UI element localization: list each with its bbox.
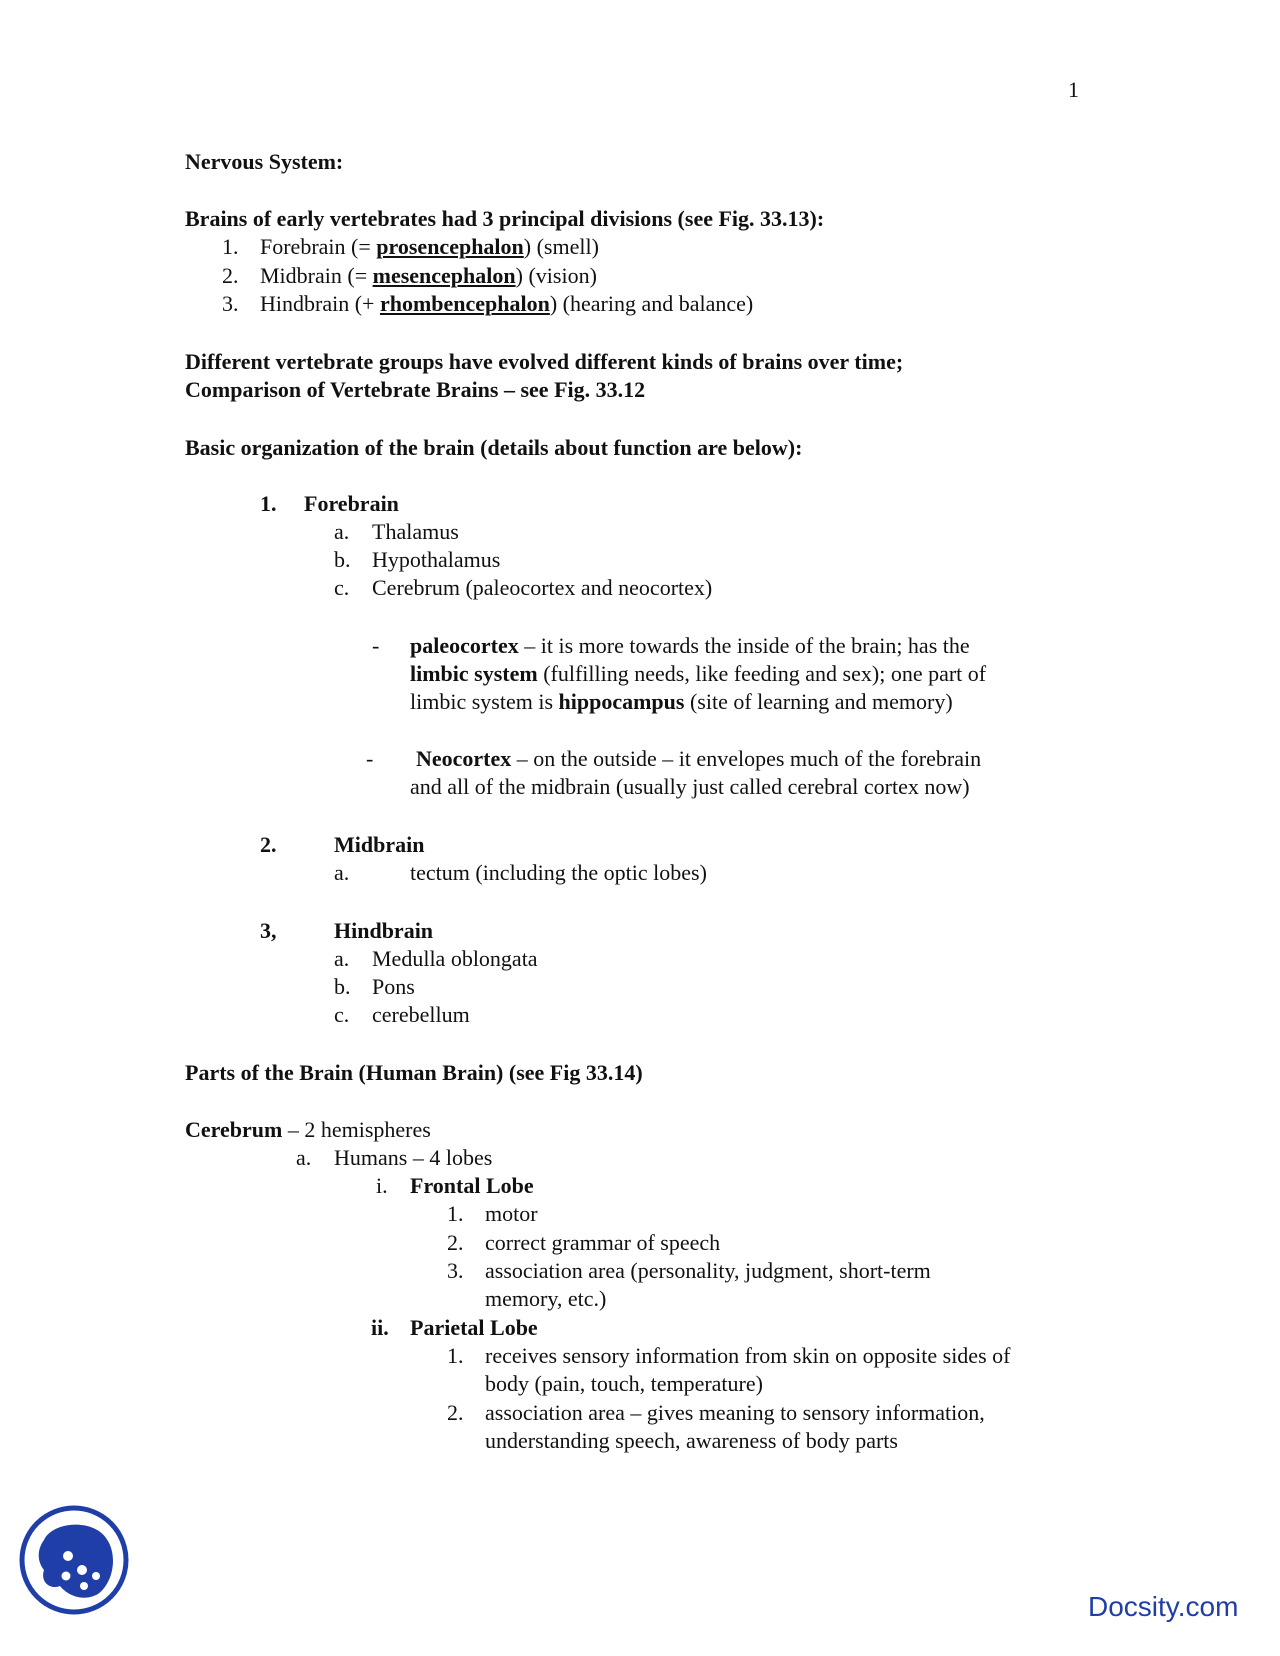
bullet-dash: -: [372, 633, 380, 658]
list-item-continued: body (pain, touch, temperature): [485, 1371, 763, 1396]
list-item: association area (personality, judgment, short-term: [485, 1258, 931, 1283]
section-number: 1.: [260, 491, 277, 516]
list-item: [260, 262, 597, 290]
list-item: Thalamus: [372, 519, 459, 544]
paleocortex-line-2: [410, 660, 986, 688]
text: limbic system is: [410, 689, 559, 714]
list-letter: c.: [334, 575, 350, 600]
item-text: ) (vision): [515, 263, 597, 288]
list-number: 2.: [447, 1230, 464, 1255]
list-letter: c.: [334, 1002, 350, 1027]
section-title: Hindbrain: [334, 918, 434, 943]
page-title: Nervous System:: [185, 149, 344, 174]
text: – 2 hemispheres: [282, 1117, 431, 1142]
lobe-title: Parietal Lobe: [410, 1315, 538, 1340]
section-title: Forebrain: [304, 491, 399, 516]
organization-heading: Basic organization of the brain (details about function are below):: [185, 435, 803, 460]
list-item: correct grammar of speech: [485, 1230, 721, 1255]
text: (site of learning and memory): [684, 689, 953, 714]
list-number: 1.: [447, 1201, 464, 1226]
list-number: 3.: [222, 291, 239, 316]
cerebrum-line: [185, 1116, 431, 1144]
list-number: 3.: [447, 1258, 464, 1283]
text: – on the outside – it envelopes much of the forebrain: [511, 746, 982, 771]
list-item: cerebellum: [372, 1002, 470, 1027]
item-term: mesencephalon: [372, 263, 516, 288]
item-text: Midbrain (=: [260, 263, 368, 288]
section-title: Midbrain: [334, 832, 425, 857]
list-number: 1.: [222, 234, 239, 259]
early-brains-heading: Brains of early vertebrates had 3 principal divisions (see Fig. 33.13):: [185, 206, 825, 231]
list-item: [222, 290, 239, 318]
term: Neocortex: [416, 746, 512, 771]
list-letter: b.: [334, 974, 351, 999]
list-number: 1.: [447, 1343, 464, 1368]
text: (fulfilling needs, like feeding and sex); one part of: [537, 661, 987, 686]
list-letter: a.: [334, 946, 350, 971]
list-item: Medulla oblongata: [372, 946, 538, 971]
item-text: Forebrain (=: [260, 234, 371, 259]
neocortex-line-2: and all of the midbrain (usually just called cerebral cortex now): [410, 774, 970, 799]
item-text: ) (smell): [523, 234, 599, 259]
list-item: Hypothalamus: [372, 547, 501, 572]
list-item: motor: [485, 1201, 538, 1226]
term: Cerebrum: [185, 1117, 283, 1142]
list-letter: a.: [334, 860, 350, 885]
list-item: [222, 262, 239, 290]
list-item: Pons: [372, 974, 415, 999]
item-term: prosencephalon: [376, 234, 524, 259]
list-item: Humans – 4 lobes: [334, 1145, 493, 1170]
list-item: [260, 290, 753, 318]
list-item: [260, 233, 599, 261]
page-number: 1: [1068, 77, 1079, 102]
paleocortex-line-3: [410, 688, 953, 716]
list-number: 2.: [222, 263, 239, 288]
paleocortex-line-1: [410, 632, 970, 660]
item-text: ) (hearing and balance): [549, 291, 754, 316]
parts-heading: Parts of the Brain (Human Brain) (see Fig 33.14): [185, 1060, 643, 1085]
list-letter: a.: [334, 519, 350, 544]
neocortex-line-1: [416, 745, 981, 773]
list-item-continued: understanding speech, awareness of body parts: [485, 1428, 898, 1453]
list-item: association area – gives meaning to sensory information,: [485, 1400, 985, 1425]
section-number: 2.: [260, 832, 277, 857]
docsity-brand-link[interactable]: Docsity.com: [1088, 1591, 1239, 1622]
list-item: Cerebrum (paleocortex and neocortex): [372, 575, 713, 600]
evolution-line-1: Different vertebrate groups have evolved different kinds of brains over time;: [185, 349, 904, 374]
bullet-dash: -: [366, 746, 374, 771]
evolution-line-2: Comparison of Vertebrate Brains – see Fig. 33.12: [185, 377, 646, 402]
item-term: rhombencephalon: [379, 291, 550, 316]
list-item-continued: memory, etc.): [485, 1286, 607, 1311]
term: hippocampus: [558, 689, 685, 714]
list-letter: a.: [296, 1145, 312, 1170]
item-text: Hindbrain (+: [260, 291, 375, 316]
roman-numeral: ii.: [371, 1315, 389, 1340]
section-number: 3,: [260, 918, 277, 943]
lobe-title: Frontal Lobe: [410, 1173, 534, 1198]
list-number: 2.: [447, 1400, 464, 1425]
term: limbic system: [410, 661, 538, 686]
roman-numeral: i.: [376, 1173, 388, 1198]
text: – it is more towards the inside of the brain; has the: [518, 633, 970, 658]
list-letter: b.: [334, 547, 351, 572]
list-item: tectum (including the optic lobes): [410, 860, 707, 885]
list-item: receives sensory information from skin on opposite sides of: [485, 1343, 1011, 1368]
docsity-logo-icon[interactable]: [18, 1504, 130, 1616]
list-item: [222, 233, 239, 261]
term: paleocortex: [410, 633, 519, 658]
